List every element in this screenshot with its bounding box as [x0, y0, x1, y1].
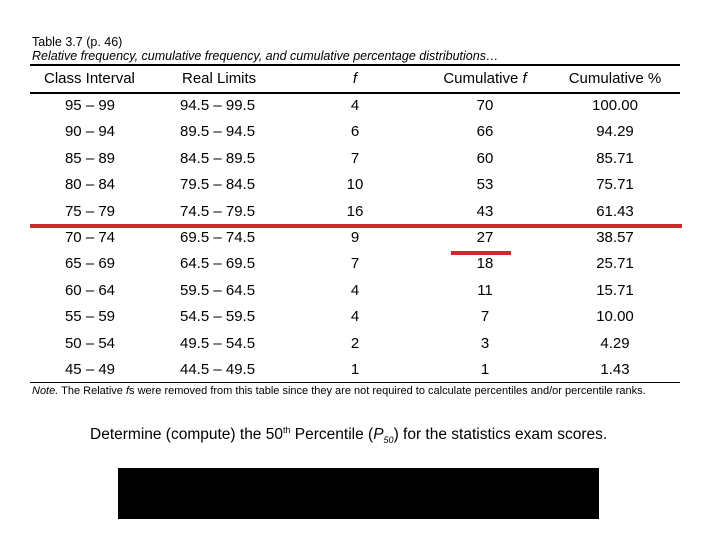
header-real-limits: Real Limits: [182, 70, 257, 87]
cell-f: 6: [350, 123, 360, 141]
cell-cumulative-pct: 25.71: [596, 255, 634, 273]
cell-f: 9: [350, 229, 360, 246]
note-label: Note.: [32, 385, 59, 397]
question-middle: Percentile (: [290, 426, 374, 443]
cell-cumulative-f: 11: [477, 281, 493, 299]
cell-cumulative-f: 53: [476, 176, 494, 194]
median-row-highlight-line: [30, 224, 682, 228]
table-bottom-rule: [30, 382, 680, 383]
cell-interval: 85 – 89: [64, 149, 116, 167]
note-text-before: The Relative: [58, 385, 126, 397]
table-row: [30, 357, 680, 383]
cell-real-limits: 54.5 – 59.5: [180, 308, 256, 326]
question-sup: th: [282, 424, 291, 435]
cell-cumulative-pct: 4.29: [600, 334, 630, 352]
header-cumulative-f: [430, 66, 540, 92]
cell-interval: 60 – 64: [64, 281, 116, 299]
cell-f: 4: [350, 281, 360, 299]
question-after: ) for the statistics exam scores.: [393, 426, 608, 443]
cell-f: 10: [346, 176, 364, 194]
cell-real-limits: 44.5 – 49.5: [180, 361, 256, 378]
table-title: Table 3.7 (p. 46): [32, 35, 123, 49]
cell-interval: 45 – 49: [64, 361, 116, 378]
header-f: f: [352, 70, 358, 87]
cell-real-limits: 69.5 – 74.5: [180, 229, 256, 246]
cell-interval: 65 – 69: [64, 255, 116, 273]
table-row: [30, 331, 680, 357]
cell-cumulative-f: 66: [476, 123, 494, 141]
cell-cumulative-pct: 15.71: [596, 281, 634, 299]
cell-real-limits: 94.5 – 99.5: [180, 97, 256, 114]
cell-real-limits: 89.5 – 94.5: [180, 123, 256, 141]
cell-cumulative-f: 3: [480, 334, 490, 352]
table-caption: [32, 35, 498, 63]
note-text-after: s were removed from this table since they are not required to calculate percentiles and/or percentile ranks.: [129, 385, 646, 397]
question-before: Determine (compute) the 50: [90, 426, 283, 443]
cell-cumulative-pct: 75.71: [596, 176, 634, 194]
cell-cumulative-f: 7: [480, 308, 490, 326]
question-prompt: [90, 426, 607, 444]
question-p: P: [373, 426, 384, 443]
cell-cumulative-f: 60: [476, 149, 494, 167]
cell-cumulative-f: 1: [480, 361, 490, 378]
cell-cumulative-pct: 61.43: [596, 202, 634, 220]
table-row: [30, 146, 680, 172]
cell-f: 7: [350, 149, 360, 167]
cell-cumulative-f: 43: [476, 202, 494, 220]
cell-f: 2: [350, 334, 360, 352]
cell-interval: 70 – 74: [64, 229, 116, 246]
note-f-var: f: [125, 385, 130, 397]
table-note: [32, 385, 646, 397]
cell-cumulative-pct: 85.71: [596, 149, 634, 167]
table-header: [30, 66, 680, 92]
cell-interval: 90 – 94: [64, 123, 116, 141]
cell-real-limits: 49.5 – 54.5: [180, 334, 256, 352]
table-row: [30, 119, 680, 145]
cell-real-limits: 74.5 – 79.5: [180, 202, 256, 220]
cell-cumulative-pct: 94.29: [596, 123, 634, 141]
table-row: [30, 93, 680, 119]
header-cumulative-pct: Cumulative %: [568, 70, 662, 87]
header-cumulative-f-prefix: Cumulative: [443, 70, 523, 87]
cell-cumulative-pct: 100.00: [592, 97, 638, 114]
cell-cumulative-f: 70: [476, 97, 494, 114]
cell-cumulative-f: 27: [476, 229, 494, 246]
cell-f: 16: [346, 202, 364, 220]
question-sub: 50: [383, 435, 394, 446]
table-row: [30, 251, 680, 277]
cell-cumulative-pct: 38.57: [596, 229, 634, 246]
table-row: [30, 172, 680, 198]
table-row: [30, 304, 680, 330]
cell-real-limits: 84.5 – 89.5: [180, 149, 256, 167]
cell-f: 4: [350, 308, 360, 326]
answer-reveal-box[interactable]: [118, 468, 599, 519]
table-subtitle: Relative frequency, cumulative frequency, and cumulative percentage distributions…: [32, 49, 499, 63]
table-row: [30, 278, 680, 304]
cell-interval: 55 – 59: [64, 308, 116, 326]
cell-cumulative-pct: 10.00: [596, 308, 634, 326]
table-row: [30, 199, 680, 225]
cell-cumulative-f: 18: [476, 255, 494, 273]
cell-real-limits: 64.5 – 69.5: [180, 255, 256, 273]
table-row: [30, 225, 680, 251]
header-cumulative-f-var: f: [522, 70, 527, 87]
cell-f: 1: [350, 361, 360, 378]
cell-interval: 50 – 54: [64, 334, 116, 352]
cell-real-limits: 79.5 – 84.5: [180, 176, 256, 194]
cell-interval: 80 – 84: [64, 176, 116, 194]
cell-interval: 95 – 99: [64, 97, 116, 114]
header-class-interval: Class Interval: [44, 70, 135, 87]
cell-real-limits: 59.5 – 64.5: [180, 281, 256, 299]
cell-f: 7: [350, 255, 360, 273]
cell-f: 4: [350, 97, 360, 114]
cell-cumulative-pct: 1.43: [600, 361, 630, 378]
cell-interval: 75 – 79: [64, 202, 116, 220]
cumulative-f-highlight-line: [451, 251, 511, 255]
